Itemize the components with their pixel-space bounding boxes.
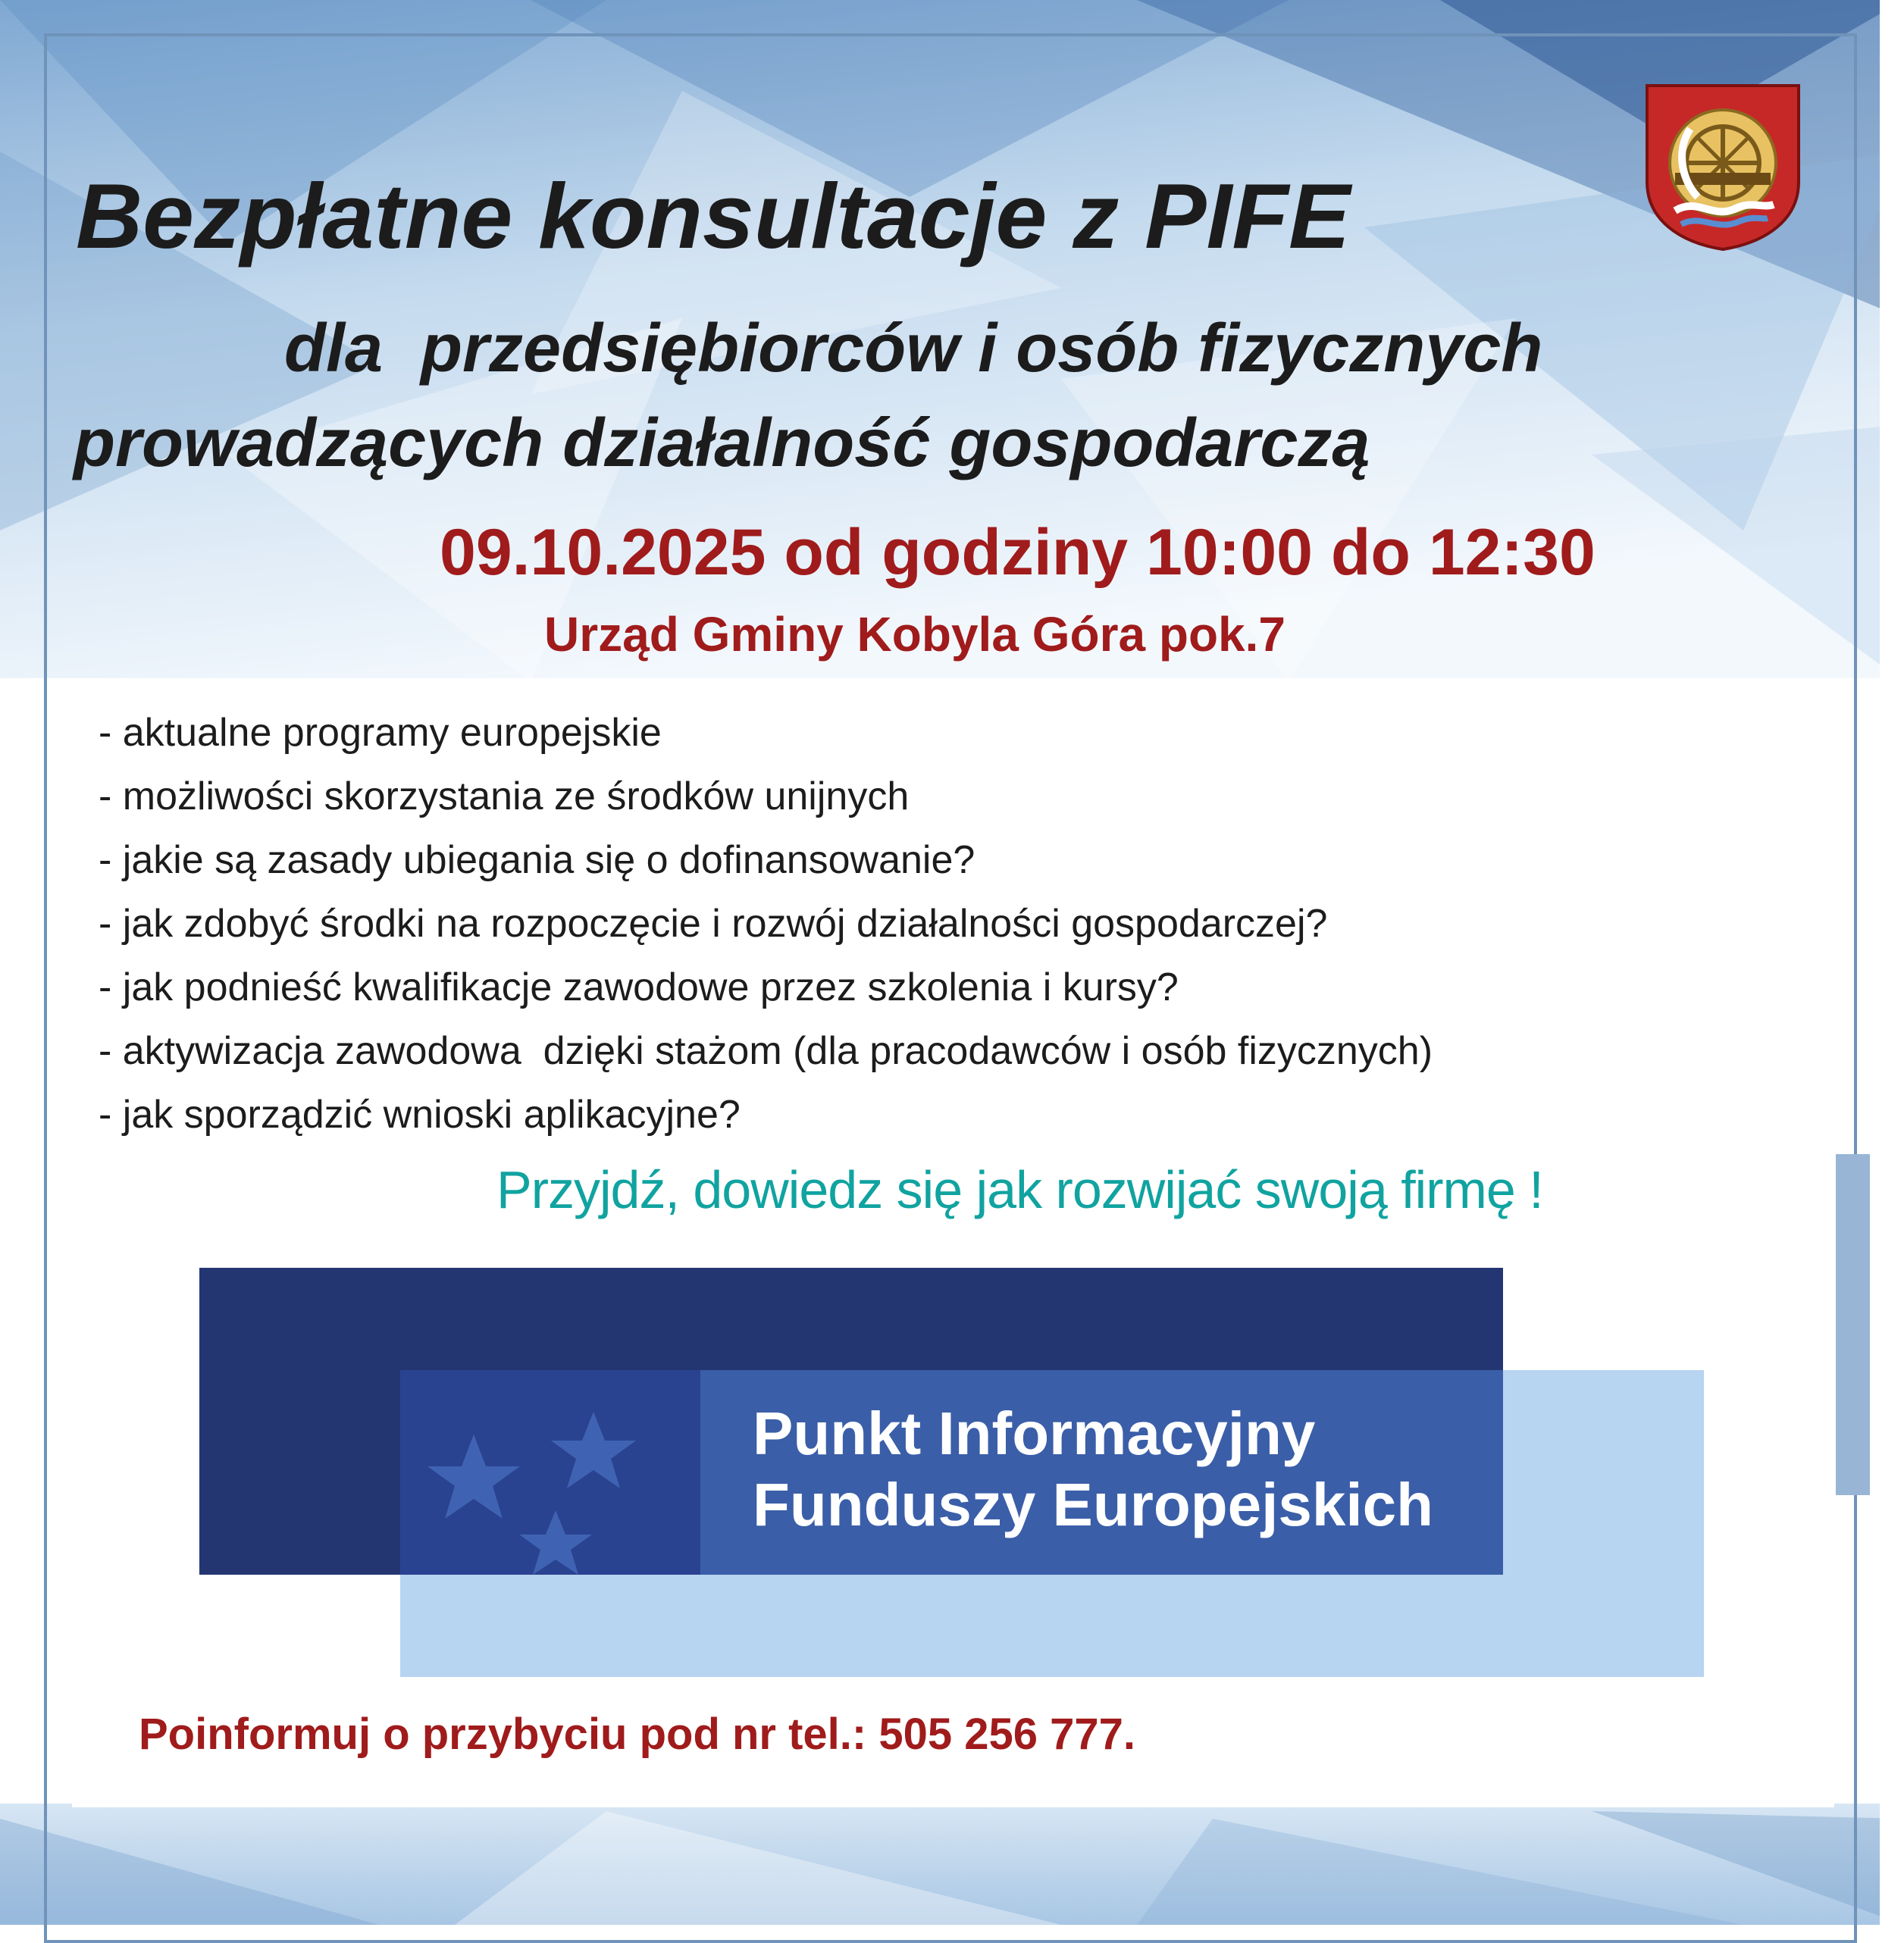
- list-item: - możliwości skorzystania ze środków unijnych: [99, 774, 910, 818]
- list-item: - jakie są zasady ubiegania się o dofinansowanie?: [99, 838, 975, 882]
- logo-text: [753, 1398, 1433, 1540]
- list-item: - aktywizacja zawodowa dzięki stażom (dla pracodawców i osób fizycznych): [99, 1029, 1433, 1073]
- subtitle-line-2: prowadzących działalność gospodarczą: [74, 405, 1370, 481]
- event-location: Urząd Gminy Kobyla Góra pok.7: [544, 607, 1286, 662]
- decorative-side-bar: [1836, 1154, 1870, 1495]
- list-item: - jak sporządzić wnioski aplikacyjne?: [99, 1093, 741, 1137]
- list-item: - aktualne programy europejskie: [99, 711, 662, 755]
- topics-list: [99, 701, 1433, 1147]
- poster-title: Bezpłatne konsultacje z PIFE: [76, 164, 1351, 268]
- right-margin: [1880, 0, 1904, 1925]
- list-item: - jak zdobyć środki na rozpoczęcie i rozwój działalności gospodarczej?: [99, 902, 1328, 946]
- list-item: - jak podnieść kwalifikacje zawodowe przez szkolenia i kursy?: [99, 965, 1179, 1009]
- logo-line-2: Funduszy Europejskich: [753, 1470, 1433, 1538]
- contact-phone: Poinformuj o przybyciu pod nr tel.: 505 256 777.: [139, 1710, 1135, 1759]
- subtitle-line-1: dla przedsiębiorców i osób fizycznych: [284, 311, 1543, 386]
- call-to-action: Przyjdź, dowiedz się jak rozwijać swoją firmę !: [496, 1160, 1543, 1219]
- logo-line-1: Punkt Informacyjny: [753, 1400, 1316, 1467]
- event-date-time: 09.10.2025 od godziny 10:00 do 12:30: [440, 516, 1596, 589]
- coat-of-arms-icon: [1645, 83, 1801, 252]
